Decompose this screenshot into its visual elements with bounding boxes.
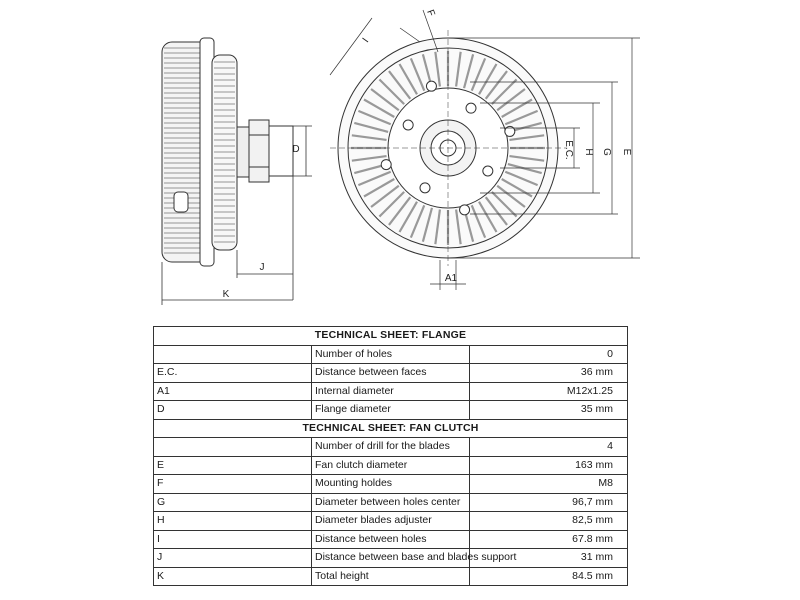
side-view (162, 38, 312, 305)
hole-marker (466, 103, 476, 113)
label-cell: Diameter blades adjuster (312, 512, 470, 531)
label-cell: Distance between holes (312, 530, 470, 549)
code-cell: E.C. (154, 364, 312, 383)
code-cell: H (154, 512, 312, 531)
label-cell: Diameter between holes center (312, 493, 470, 512)
dim-label-i: I (360, 36, 372, 45)
table-row (154, 549, 628, 568)
table-row (154, 401, 628, 420)
code-cell: F (154, 475, 312, 494)
flange-section-header (154, 327, 628, 346)
code-cell: J (154, 549, 312, 568)
table-row (154, 530, 628, 549)
dim-label-h: H (583, 148, 594, 156)
value-cell: M12x1.25 (470, 382, 628, 401)
table-row (154, 512, 628, 531)
code-cell: D (154, 401, 312, 420)
dim-label-k: K (222, 289, 230, 300)
value-cell: 4 (470, 438, 628, 457)
value-cell: 96,7 mm (470, 493, 628, 512)
value-cell: 0 (470, 345, 628, 364)
dim-label-a1: A1 (444, 273, 458, 284)
hole-marker (483, 166, 493, 176)
fan-clutch-section-header (154, 419, 628, 438)
label-cell: Distance between faces (312, 364, 470, 383)
code-cell: E (154, 456, 312, 475)
label-cell: Number of drill for the blades (312, 438, 470, 457)
table-row (154, 345, 628, 364)
code-cell (154, 438, 312, 457)
flange-title: TECHNICAL SHEET: FLANGE (154, 327, 628, 346)
value-cell: 163 mm (470, 456, 628, 475)
table-row (154, 364, 628, 383)
dim-label-g: G (601, 148, 612, 156)
dim-label-f: F (424, 8, 437, 18)
label-cell: Fan clutch diameter (312, 456, 470, 475)
label-cell: Total height (312, 567, 470, 586)
table-row (154, 382, 628, 401)
table-row (154, 493, 628, 512)
dim-label-d: D (292, 144, 300, 155)
value-cell: 35 mm (470, 401, 628, 420)
table-row (154, 438, 628, 457)
hole-marker (426, 81, 436, 91)
code-cell: K (154, 567, 312, 586)
code-cell (154, 345, 312, 364)
label-cell: Distance between base and blades support (312, 549, 470, 568)
label-cell: Internal diameter (312, 382, 470, 401)
dim-label-e: E (621, 148, 632, 156)
code-cell: I (154, 530, 312, 549)
label-cell: Mounting holdes (312, 475, 470, 494)
fan-clutch-title: TECHNICAL SHEET: FAN CLUTCH (154, 419, 628, 438)
value-cell: 67.8 mm (470, 530, 628, 549)
dim-label-ec: E.C. (563, 140, 574, 160)
hole-marker (403, 120, 413, 130)
value-cell: 36 mm (470, 364, 628, 383)
hole-marker (420, 183, 430, 193)
table-row (154, 456, 628, 475)
technical-sheet-table (153, 326, 628, 586)
dim-label-j: J (259, 262, 265, 273)
hole-marker (460, 205, 470, 215)
label-cell: Flange diameter (312, 401, 470, 420)
code-cell: G (154, 493, 312, 512)
value-cell: 31 mm (470, 549, 628, 568)
label-cell: Number of holes (312, 345, 470, 364)
value-cell: 82,5 mm (470, 512, 628, 531)
code-cell: A1 (154, 382, 312, 401)
table-row (154, 475, 628, 494)
hole-marker (381, 160, 391, 170)
table-row (154, 567, 628, 586)
value-cell: M8 (470, 475, 628, 494)
value-cell: 84.5 mm (470, 567, 628, 586)
